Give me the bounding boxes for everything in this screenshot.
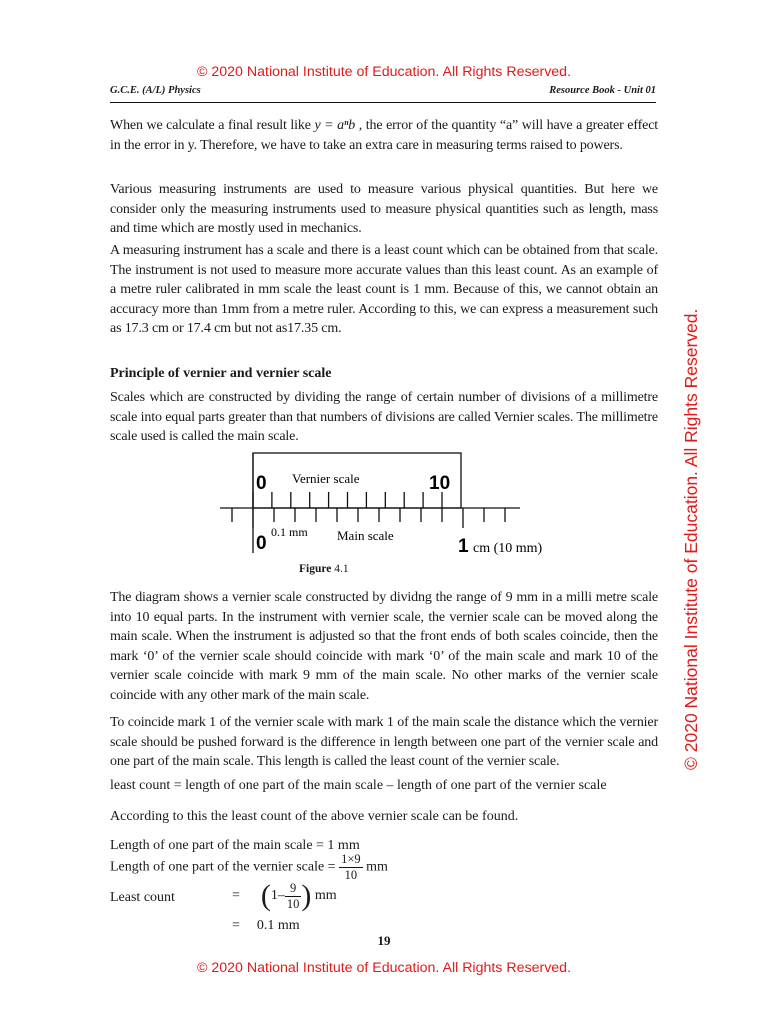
- vernier-ticks: [253, 492, 442, 508]
- vernier-zero-label: 0: [256, 473, 267, 494]
- lc-fraction: [285, 881, 302, 912]
- section-paragraph-1: [110, 388, 658, 447]
- after-figure-paragraph-1: [110, 588, 658, 705]
- main-one-label: 1: [458, 536, 469, 557]
- intro-paragraph-3: [110, 241, 658, 339]
- vernier-fraction-numerator: 1×9: [341, 852, 361, 866]
- vernier-fraction: [339, 852, 363, 883]
- calc-vernier-unit: mm: [362, 859, 388, 875]
- section-p1-text: Scales which are constructed by dividing the range of certain number of divisions of a millimetre scale into equal parts greater than that numbers of divisions are called Vernier scales. The millimetre scale used is called the main scale.: [110, 390, 658, 444]
- lc-one: 1–: [270, 888, 285, 903]
- calc-least-count-expr: [232, 879, 337, 913]
- vernier-fraction-denominator: 10: [344, 868, 358, 882]
- calc-vernier-label: Length of one part of the vernier scale =: [110, 859, 340, 875]
- lc-fraction-numerator: 9: [285, 881, 302, 897]
- section-heading: Principle of vernier and vernier scale: [110, 366, 332, 381]
- equals-sign: =: [232, 888, 240, 904]
- vernier-scale-label: Vernier scale: [292, 471, 360, 486]
- after-figure-p2-text: To coincide mark 1 of the vernier scale with mark 1 of the main scale the distance which the vernier scale should be pushed forward is the difference in length between one part of the vernier scale and one part of the main scale. This length is called the least count of the vernier scale.: [110, 715, 658, 769]
- intro-paragraph-2: [110, 180, 658, 239]
- copyright-bottom: © 2020 National Institute of Education. All Rights Reserved.: [196, 960, 572, 976]
- intro-p1-end: , the error of the quantity “a” will have a greater effect in the error in y. Therefore, we have to take an extra care in measuring terms raised to powers.: [110, 118, 658, 153]
- copyright-top: © 2020 National Institute of Education. All Rights Reserved.: [196, 64, 572, 80]
- header-rule: [110, 102, 656, 103]
- main-zero-label: 0: [256, 533, 267, 554]
- lc-unit: mm: [314, 888, 337, 903]
- page-number: 19: [377, 933, 391, 948]
- result-equals: =: [232, 918, 240, 933]
- copyright-side: © 2020 National Institute of Education. All Rights Reserved.: [681, 308, 701, 770]
- result-value: 0.1 mm: [256, 918, 300, 933]
- lc-fraction-denominator: 10: [286, 896, 300, 911]
- intro-p3-text: A measuring instrument has a scale and there is a least count which can be obtained from that scale. The instrument is not used to measure more accurate values than this least count. As an example of a metre ruler calibrated in mm scale the least count is 1 mm. Because of this, we cannot obtain an accuracy more than 1mm from a metre ruler. According to this, we can express a measurement such as 17.3 cm or 17.4 cm but not as17.35 cm.: [110, 243, 658, 336]
- intro-p2-text: Various measuring instruments are used to measure various physical quantities. But here we consider only the measuring instruments used to measure physical quantities such as length, mass and time which are mostly used in mechanics.: [110, 182, 658, 236]
- intro-p1-start: When we calculate a final result like: [110, 118, 315, 133]
- header-resource-title: Resource Book - Unit 01: [549, 85, 656, 96]
- calc-least-count-label: Least count: [110, 890, 175, 905]
- vernier-ten-label: 10: [429, 473, 451, 494]
- header-course-title: G.C.E. (A/L) Physics: [110, 85, 201, 96]
- figure-caption: [299, 563, 349, 575]
- calc-result: [232, 918, 300, 934]
- intro-p1-equation: y = aⁿb: [314, 118, 356, 133]
- figure-caption-word: Figure: [299, 563, 332, 575]
- after-figure-p1-text: The diagram shows a vernier scale constructed by dividng the range of 9 mm in a milli metre scale into 10 equal parts. In the instrument with vernier scale, the vernier scale can be moved along the main scale. When the instrument is adjusted so that the front ends of both scales coincide, then the mark ‘0’ of the vernier scale should coincide with mark ‘0’ of the main scale and mark 10 of the vernier scale coincide with mark 9 mm of the main scale. No other marks of the vernier scale coincide with any other mark of the main scale.: [110, 590, 658, 703]
- intro-paragraph-1: [110, 116, 658, 155]
- calc-main-part: Length of one part of the main scale = 1 mm: [110, 838, 360, 853]
- after-figure-paragraph-3: According to this the least count of the above vernier scale can be found.: [110, 809, 519, 824]
- increment-label: 0.1 mm: [271, 525, 308, 539]
- main-scale-label: Main scale: [337, 528, 394, 543]
- after-figure-paragraph-2: [110, 713, 658, 772]
- left-paren: (: [260, 879, 271, 912]
- figure-caption-number: 4.1: [331, 563, 349, 575]
- least-count-formula: least count = length of one part of the main scale – length of one part of the vernier scale: [110, 778, 607, 793]
- vernier-scale-figure: [220, 448, 580, 563]
- right-paren: ): [301, 879, 312, 912]
- unit-label: cm (10 mm): [473, 541, 543, 556]
